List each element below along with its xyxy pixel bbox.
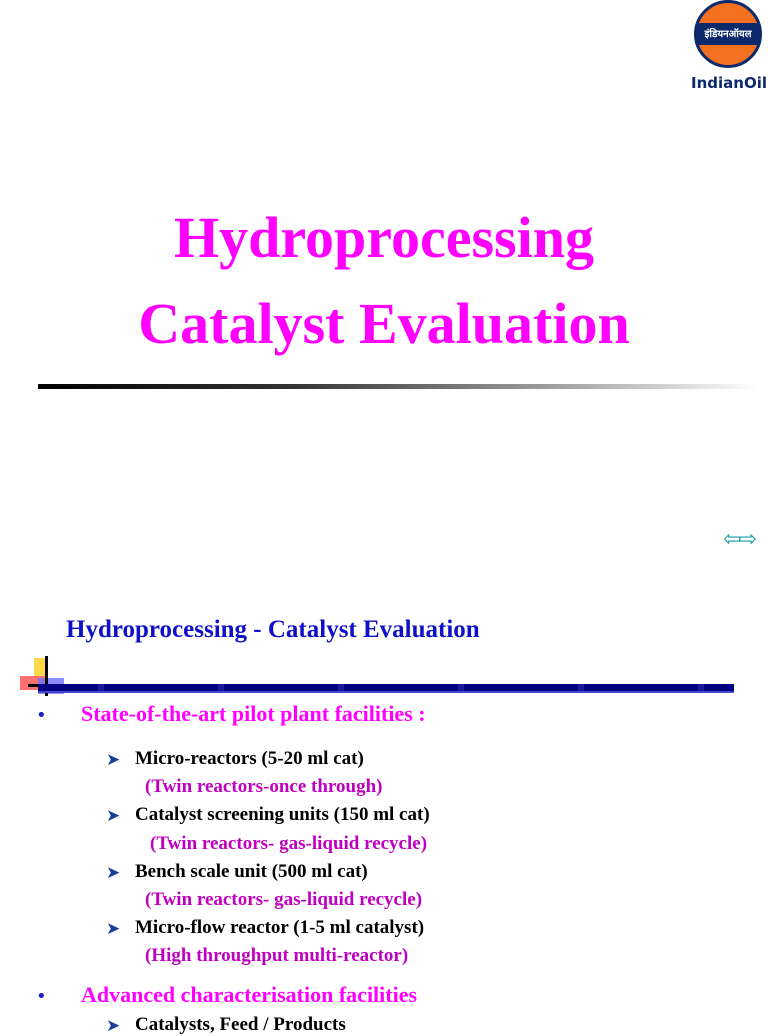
title-divider [38, 384, 758, 389]
bullet-characterisation: Advanced characterisation facilities [81, 982, 418, 1007]
title-line-2: Catalyst Evaluation [138, 291, 630, 356]
logo-emblem [694, 0, 762, 68]
bullet-pilot-plant: State-of-the-art pilot plant facilities : [81, 701, 426, 726]
note-screening-units: (Twin reactors- gas-liquid recycle) [150, 833, 428, 854]
note-micro-reactors: (Twin reactors-once through) [145, 776, 383, 797]
indianoil-logo [690, 0, 768, 100]
heading-divider [38, 684, 734, 693]
item-bench-scale: Bench scale unit (500 ml cat) [135, 861, 368, 882]
slide-title [0, 195, 768, 367]
item-micro-reactors: Micro-reactors (5-20 ml cat) [135, 748, 364, 769]
slide-heading: Hydroprocessing - Catalyst Evaluation [66, 616, 480, 643]
logo-wordmark: IndianOil [691, 74, 767, 92]
note-bench-scale: (Twin reactors- gas-liquid recycle) [145, 889, 423, 910]
arrow-bullet-icon: ➤ [106, 806, 121, 826]
arrow-bullet-icon: ➤ [106, 1016, 121, 1036]
logo-hindi-text: इंडियनऑयल [704, 29, 752, 40]
bullet-dot-icon: • [36, 986, 47, 1007]
arrow-bullet-icon: ➤ [106, 863, 121, 883]
item-micro-flow: Micro-flow reactor (1-5 ml catalyst) [135, 917, 425, 938]
arrow-bullet-icon: ➤ [106, 750, 121, 770]
arrow-bullet-icon: ➤ [106, 919, 121, 939]
note-micro-flow: (High throughput multi-reactor) [145, 945, 409, 966]
content-slide [0, 560, 768, 1036]
bullet-dot-icon: • [36, 705, 47, 726]
title-line-1: Hydroprocessing [173, 205, 595, 270]
item-catalysts-feed: Catalysts, Feed / Products [135, 1014, 346, 1035]
back-forward-arrows-icon[interactable]: ⇦⇨ [723, 527, 754, 552]
item-screening-units: Catalyst screening units (150 ml cat) [135, 804, 430, 825]
